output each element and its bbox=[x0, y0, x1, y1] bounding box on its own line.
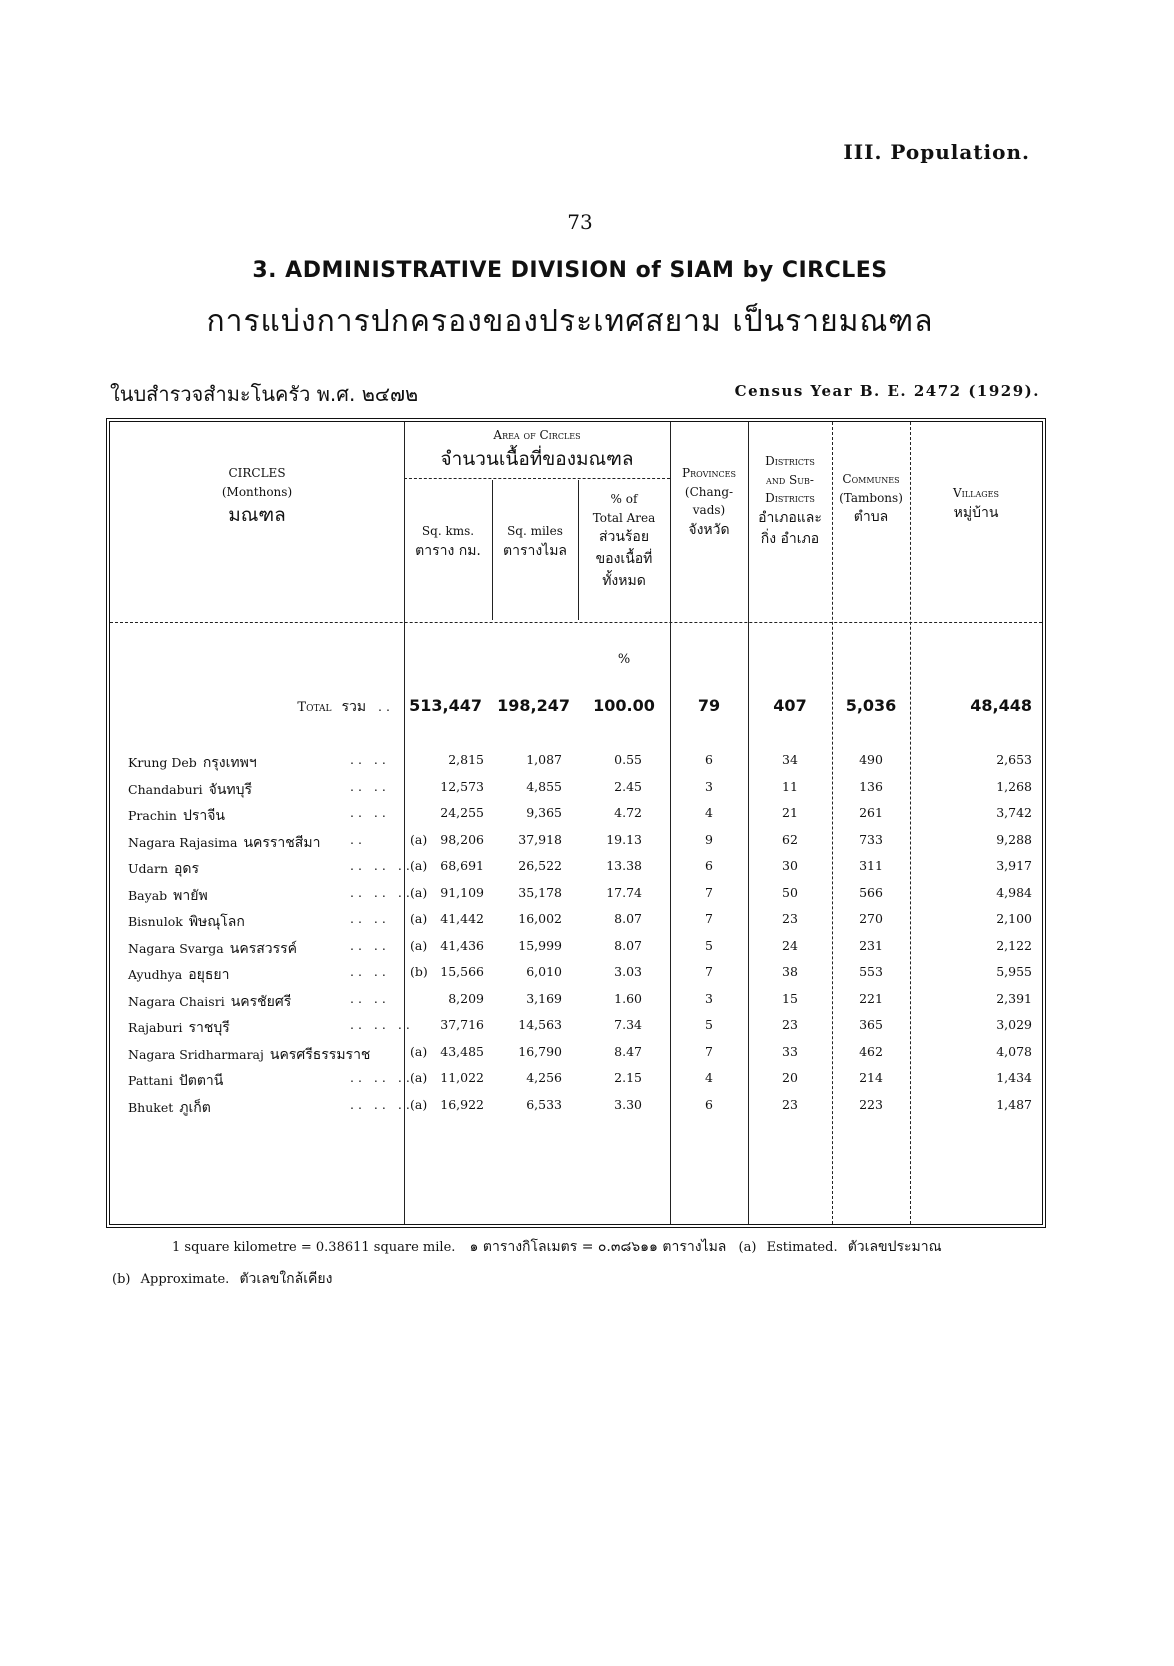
total-districts: 407 bbox=[773, 696, 807, 715]
row-dots: .. .. bbox=[350, 964, 390, 979]
row-pct: 8.47 bbox=[614, 1043, 642, 1059]
row-pct: 3.30 bbox=[614, 1096, 642, 1112]
total-pct: 100.00 bbox=[593, 696, 655, 715]
row-districts: 21 bbox=[782, 805, 798, 820]
row-provinces: 6 bbox=[705, 752, 713, 767]
row-circle-name-cell bbox=[128, 1017, 230, 1039]
header-pct-en2: Total Area bbox=[592, 510, 656, 525]
row-communes: 365 bbox=[859, 1017, 883, 1032]
row-villages: 4,078 bbox=[996, 1043, 1032, 1059]
row-districts: 62 bbox=[782, 831, 798, 847]
row-circle-name-en: Nagara Chaisri bbox=[128, 993, 225, 1009]
row-communes: 270 bbox=[859, 911, 883, 926]
row-circle-name-cell bbox=[128, 832, 320, 854]
row-circle-name-th: อยุธยา bbox=[188, 967, 230, 983]
header-communes-en: Communes bbox=[842, 472, 900, 486]
row-circle-name-th: กรุงเทพฯ bbox=[202, 755, 257, 771]
header-provinces-en: Provinces bbox=[682, 466, 736, 480]
row-pct: 4.72 bbox=[614, 805, 642, 820]
row-circle-name-cell bbox=[128, 938, 297, 960]
row-circle-name-th: จันทบุรี bbox=[208, 781, 253, 798]
total-label-th: รวม bbox=[341, 699, 367, 715]
row-sqkm: 41,442 bbox=[440, 911, 484, 926]
row-communes: 490 bbox=[859, 752, 883, 767]
row-districts: 30 bbox=[782, 858, 798, 873]
row-provinces: 7 bbox=[705, 964, 713, 979]
section-heading: III. Population. bbox=[843, 140, 1030, 164]
header-sqmi-th: ตารางไมล bbox=[502, 542, 568, 559]
census-label-english: Census Year B. E. 2472 (1929). bbox=[734, 382, 1040, 400]
table-row bbox=[110, 964, 1042, 990]
table-row bbox=[110, 832, 1042, 858]
row-note: (a) bbox=[410, 937, 428, 953]
row-dots: .. .. bbox=[350, 911, 390, 926]
row-sqmi: 6,010 bbox=[526, 964, 562, 979]
row-circle-name-th: อุดร bbox=[174, 861, 200, 877]
row-districts: 23 bbox=[782, 911, 798, 926]
row-circle-name-cell bbox=[128, 964, 229, 986]
row-note: (a) bbox=[410, 831, 428, 847]
row-circle-name-cell bbox=[128, 991, 291, 1013]
row-communes: 221 bbox=[859, 990, 883, 1006]
header-villages-en: Villages bbox=[953, 486, 999, 500]
header-pct-th2: ของเนื้อที่ bbox=[595, 550, 653, 567]
row-circle-name-th: นครชัยศรี bbox=[230, 993, 292, 1010]
row-villages: 1,434 bbox=[996, 1070, 1032, 1085]
row-sqmi: 15,999 bbox=[518, 937, 562, 953]
row-circle-name-cell bbox=[128, 805, 225, 827]
footnote-conversion-th: ๑ ตารางกิโลเมตร = ๐.๓๘๖๑๑ ตารางไมล bbox=[469, 1239, 727, 1255]
footnote-a-th: ตัวเลขประมาณ bbox=[847, 1239, 942, 1255]
row-villages: 1,268 bbox=[996, 778, 1032, 794]
header-districts bbox=[748, 452, 832, 551]
row-provinces: 6 bbox=[705, 858, 713, 873]
footnote-b-en: Approximate. bbox=[140, 1272, 230, 1287]
row-circle-name-en: Krung Deb bbox=[128, 755, 197, 770]
header-sqkm-th: ตาราง กม. bbox=[415, 542, 481, 559]
total-provinces: 79 bbox=[697, 696, 721, 715]
row-districts: 38 bbox=[782, 964, 798, 979]
table-row bbox=[110, 991, 1042, 1017]
row-villages: 2,122 bbox=[996, 937, 1032, 953]
row-note: (a) bbox=[410, 911, 428, 926]
header-provinces-sub1: (Chang- bbox=[684, 484, 734, 499]
row-communes: 223 bbox=[859, 1096, 883, 1112]
row-provinces: 7 bbox=[705, 911, 713, 926]
header-provinces-sub2: vads) bbox=[692, 503, 726, 518]
row-pct: 2.45 bbox=[614, 778, 642, 794]
row-dots: .. .. .. bbox=[350, 1017, 414, 1032]
row-provinces: 5 bbox=[705, 1017, 713, 1032]
total-label-en: Total bbox=[297, 700, 332, 715]
row-circle-name-cell bbox=[128, 752, 257, 774]
row-dots: .. .. bbox=[350, 990, 390, 1006]
total-row bbox=[110, 696, 1042, 722]
row-circle-name-en: Rajaburi bbox=[128, 1020, 183, 1035]
row-pct: 0.55 bbox=[614, 752, 642, 767]
header-rule bbox=[404, 478, 670, 479]
row-sqkm: 2,815 bbox=[448, 752, 484, 767]
row-dots: .. .. .. bbox=[350, 1070, 414, 1085]
table-row bbox=[110, 1097, 1042, 1123]
row-communes: 462 bbox=[859, 1043, 883, 1059]
row-pct: 3.03 bbox=[614, 964, 642, 979]
row-pct: 2.15 bbox=[614, 1070, 642, 1085]
table-row bbox=[110, 858, 1042, 884]
data-table bbox=[106, 418, 1046, 1228]
row-dots: .. .. .. bbox=[350, 884, 414, 900]
row-circle-name-en: Nagara Rajasima bbox=[128, 834, 238, 850]
row-sqkm: 41,436 bbox=[440, 937, 484, 953]
total-villages: 48,448 bbox=[970, 696, 1032, 715]
header-circles-sub: (Monthons) bbox=[221, 484, 293, 499]
row-villages: 2,653 bbox=[996, 752, 1032, 767]
row-villages: 3,917 bbox=[996, 858, 1032, 873]
row-circle-name-cell bbox=[128, 1044, 370, 1066]
row-districts: 15 bbox=[782, 990, 798, 1006]
header-pct-th1: ส่วนร้อย bbox=[598, 529, 650, 546]
row-districts: 20 bbox=[782, 1070, 798, 1085]
table-row bbox=[110, 1017, 1042, 1043]
row-circle-name-en: Bisnulok bbox=[128, 914, 183, 929]
header-provinces-th: จังหวัด bbox=[688, 521, 730, 538]
row-sqkm: 98,206 bbox=[440, 831, 484, 847]
header-districts-th1: อำเภอและ bbox=[758, 509, 822, 526]
row-circle-name-en: Nagara Sridharmaraj bbox=[128, 1046, 264, 1062]
row-sqkm: 16,922 bbox=[440, 1096, 484, 1112]
header-sqkm bbox=[404, 522, 492, 562]
row-circle-name-cell bbox=[128, 911, 245, 933]
table-row bbox=[110, 1070, 1042, 1096]
row-communes: 553 bbox=[859, 964, 883, 979]
row-districts: 50 bbox=[782, 884, 798, 900]
row-dots: .. .. .. bbox=[350, 858, 414, 873]
row-communes: 311 bbox=[859, 858, 883, 873]
row-sqkm: 8,209 bbox=[448, 990, 484, 1006]
row-villages: 9,288 bbox=[996, 831, 1032, 847]
row-villages: 4,984 bbox=[996, 884, 1032, 900]
table-body bbox=[110, 752, 1042, 1182]
row-provinces: 9 bbox=[705, 831, 713, 847]
row-circle-name-en: Chandaburi bbox=[128, 781, 203, 797]
row-villages: 5,955 bbox=[996, 964, 1032, 979]
row-circle-name-th: พายัพ bbox=[173, 887, 208, 904]
row-circle-name-cell bbox=[128, 858, 199, 880]
row-note: (a) bbox=[410, 858, 428, 873]
row-sqkm: 91,109 bbox=[440, 884, 484, 900]
table-row bbox=[110, 779, 1042, 805]
row-pct: 8.07 bbox=[614, 911, 642, 926]
header-circles bbox=[110, 464, 404, 531]
row-circle-name-th: นครราชสีมา bbox=[243, 834, 321, 851]
row-circle-name-cell bbox=[128, 1070, 223, 1092]
row-provinces: 3 bbox=[705, 778, 713, 794]
footnote-a-en: Estimated. bbox=[766, 1240, 838, 1255]
row-circle-name-th: นครสวรรค์ bbox=[229, 940, 298, 957]
row-note: (a) bbox=[410, 1043, 428, 1059]
pct-unit: % bbox=[617, 652, 631, 667]
row-provinces: 7 bbox=[705, 884, 713, 900]
row-sqkm: 11,022 bbox=[440, 1070, 484, 1085]
table-row bbox=[110, 911, 1042, 937]
row-circle-name-en: Udarn bbox=[128, 861, 169, 876]
row-pct: 1.60 bbox=[614, 990, 642, 1006]
header-communes bbox=[832, 470, 910, 529]
header-circles-th: มณฑล bbox=[228, 504, 286, 527]
header-circles-en: CIRCLES bbox=[228, 466, 286, 480]
header-communes-sub: (Tambons) bbox=[839, 490, 903, 505]
row-communes: 261 bbox=[859, 805, 883, 820]
row-sqkm: 12,573 bbox=[440, 778, 484, 794]
footnote-b-th: ตัวเลขใกล้เคียง bbox=[239, 1271, 333, 1287]
total-label bbox=[110, 696, 394, 718]
row-circle-name-en: Prachin bbox=[128, 808, 177, 823]
row-sqkm: 68,691 bbox=[440, 858, 484, 873]
header-provinces bbox=[670, 464, 748, 541]
row-districts: 33 bbox=[782, 1043, 798, 1059]
row-dots: .. .. .. bbox=[350, 1096, 414, 1112]
header-area-group bbox=[404, 426, 670, 474]
page-number: 73 bbox=[567, 210, 593, 234]
row-districts: 23 bbox=[782, 1017, 798, 1032]
total-communes: 5,036 bbox=[845, 696, 897, 715]
row-dots: .. bbox=[350, 831, 366, 847]
table-row bbox=[110, 1044, 1042, 1070]
row-circle-name-en: Pattani bbox=[128, 1073, 173, 1088]
row-sqmi: 3,169 bbox=[526, 990, 562, 1006]
table-row bbox=[110, 805, 1042, 831]
row-sqkm: 15,566 bbox=[440, 964, 484, 979]
header-area-th: จำนวนเนื้อที่ของมณฑล bbox=[440, 447, 634, 470]
row-sqmi: 4,855 bbox=[526, 778, 562, 794]
row-provinces: 4 bbox=[705, 805, 713, 820]
footnote-conversion bbox=[172, 1236, 1052, 1258]
row-provinces: 5 bbox=[705, 937, 713, 953]
row-sqmi: 26,522 bbox=[518, 858, 562, 873]
row-sqmi: 14,563 bbox=[518, 1017, 562, 1032]
row-provinces: 6 bbox=[705, 1096, 713, 1112]
row-dots: .. .. bbox=[350, 805, 390, 820]
header-pct bbox=[578, 490, 670, 592]
row-circle-name-th: พิษณุโลก bbox=[188, 914, 245, 930]
row-circle-name-th: ราชบุรี bbox=[188, 1020, 230, 1036]
row-sqkm: 24,255 bbox=[440, 805, 484, 820]
header-villages-th: หมู่บ้าน bbox=[953, 504, 999, 521]
row-districts: 11 bbox=[782, 778, 798, 794]
header-districts-en2: and Sub- bbox=[766, 472, 814, 487]
header-rule bbox=[110, 622, 1042, 623]
header-sqkm-en: Sq. kms. bbox=[421, 524, 475, 538]
row-circle-name-cell bbox=[128, 885, 208, 907]
row-circle-name-th: นครศรีธรรมราช bbox=[269, 1046, 371, 1063]
row-communes: 231 bbox=[859, 937, 883, 953]
row-note: (a) bbox=[410, 884, 428, 900]
row-circle-name-th: ปัตตานี bbox=[178, 1073, 224, 1089]
header-pct-th3: ทั้งหมด bbox=[602, 572, 646, 589]
row-pct: 7.34 bbox=[614, 1017, 642, 1032]
header-area-en: Area of Circles bbox=[493, 428, 581, 442]
row-sqmi: 16,790 bbox=[518, 1043, 562, 1059]
header-districts-en1: Districts bbox=[765, 454, 815, 468]
row-sqmi: 1,087 bbox=[526, 752, 562, 767]
row-communes: 566 bbox=[859, 884, 883, 900]
row-districts: 24 bbox=[782, 937, 798, 953]
row-dots: .. .. bbox=[350, 778, 390, 794]
footnote-approximate bbox=[112, 1268, 712, 1290]
row-villages: 2,391 bbox=[996, 990, 1032, 1006]
footnote-b-mark: (b) bbox=[112, 1272, 131, 1287]
row-villages: 3,742 bbox=[996, 805, 1032, 820]
row-sqmi: 6,533 bbox=[526, 1096, 562, 1112]
row-pct: 19.13 bbox=[606, 831, 642, 847]
row-sqmi: 35,178 bbox=[518, 884, 562, 900]
row-circle-name-en: Ayudhya bbox=[128, 967, 183, 982]
row-districts: 23 bbox=[782, 1096, 798, 1112]
row-sqmi: 4,256 bbox=[526, 1070, 562, 1085]
row-sqkm: 43,485 bbox=[440, 1043, 484, 1059]
row-circle-name-en: Bayab bbox=[128, 887, 168, 903]
header-sqmi bbox=[492, 522, 578, 562]
row-districts: 34 bbox=[782, 752, 798, 767]
table-row bbox=[110, 885, 1042, 911]
row-villages: 3,029 bbox=[996, 1017, 1032, 1032]
footnote-a-mark: (a) bbox=[738, 1240, 757, 1255]
footnote-conversion-en: 1 square kilometre = 0.38611 square mile. bbox=[172, 1240, 456, 1255]
header-sqmi-en: Sq. miles bbox=[507, 524, 563, 538]
row-pct: 13.38 bbox=[606, 858, 642, 873]
row-sqmi: 37,918 bbox=[518, 831, 562, 847]
total-dots: .. bbox=[378, 699, 394, 714]
row-circle-name-th: ปราจีน bbox=[182, 808, 225, 824]
row-sqmi: 16,002 bbox=[518, 911, 562, 926]
header-districts-th2: กิ่ง อำเภอ bbox=[760, 531, 820, 548]
row-circle-name-th: ภูเก็ต bbox=[179, 1099, 211, 1116]
row-communes: 136 bbox=[859, 778, 883, 794]
row-provinces: 7 bbox=[705, 1043, 713, 1059]
row-pct: 8.07 bbox=[614, 937, 642, 953]
row-circle-name-cell bbox=[128, 779, 252, 801]
row-pct: 17.74 bbox=[606, 884, 642, 900]
header-pct-en1: % of bbox=[610, 492, 638, 506]
row-communes: 214 bbox=[859, 1070, 883, 1085]
total-sqkm: 513,447 bbox=[409, 696, 482, 715]
row-circle-name-cell bbox=[128, 1097, 211, 1119]
row-villages: 1,487 bbox=[996, 1096, 1032, 1112]
row-dots: .. .. bbox=[350, 937, 390, 953]
row-dots: .. .. bbox=[350, 752, 390, 767]
header-villages bbox=[910, 484, 1042, 524]
row-circle-name-en: Nagara Svarga bbox=[128, 940, 224, 956]
row-note: (b) bbox=[410, 964, 428, 979]
table-row bbox=[110, 752, 1042, 778]
header-districts-en3: Districts bbox=[765, 491, 815, 506]
row-note: (a) bbox=[410, 1096, 428, 1112]
row-villages: 2,100 bbox=[996, 911, 1032, 926]
table-title-english: 3. ADMINISTRATIVE DIVISION of SIAM by CIRCLES bbox=[252, 258, 888, 283]
row-sqkm: 37,716 bbox=[440, 1017, 484, 1032]
row-note: (a) bbox=[410, 1070, 428, 1085]
row-communes: 733 bbox=[859, 831, 883, 847]
row-circle-name-en: Bhuket bbox=[128, 1099, 174, 1115]
header-communes-th: ตำบล bbox=[853, 509, 889, 526]
census-label-thai: ในบสำรวจสำมะโนครัว พ.ศ. ๒๔๗๒ bbox=[110, 382, 419, 406]
row-provinces: 3 bbox=[705, 990, 713, 1006]
table-title-thai: การแบ่งการปกครองของประเทศสยาม เป็นรายมณฑล bbox=[206, 304, 934, 339]
row-provinces: 4 bbox=[705, 1070, 713, 1085]
total-sqmi: 198,247 bbox=[497, 696, 570, 715]
table-row bbox=[110, 938, 1042, 964]
row-sqmi: 9,365 bbox=[526, 805, 562, 820]
